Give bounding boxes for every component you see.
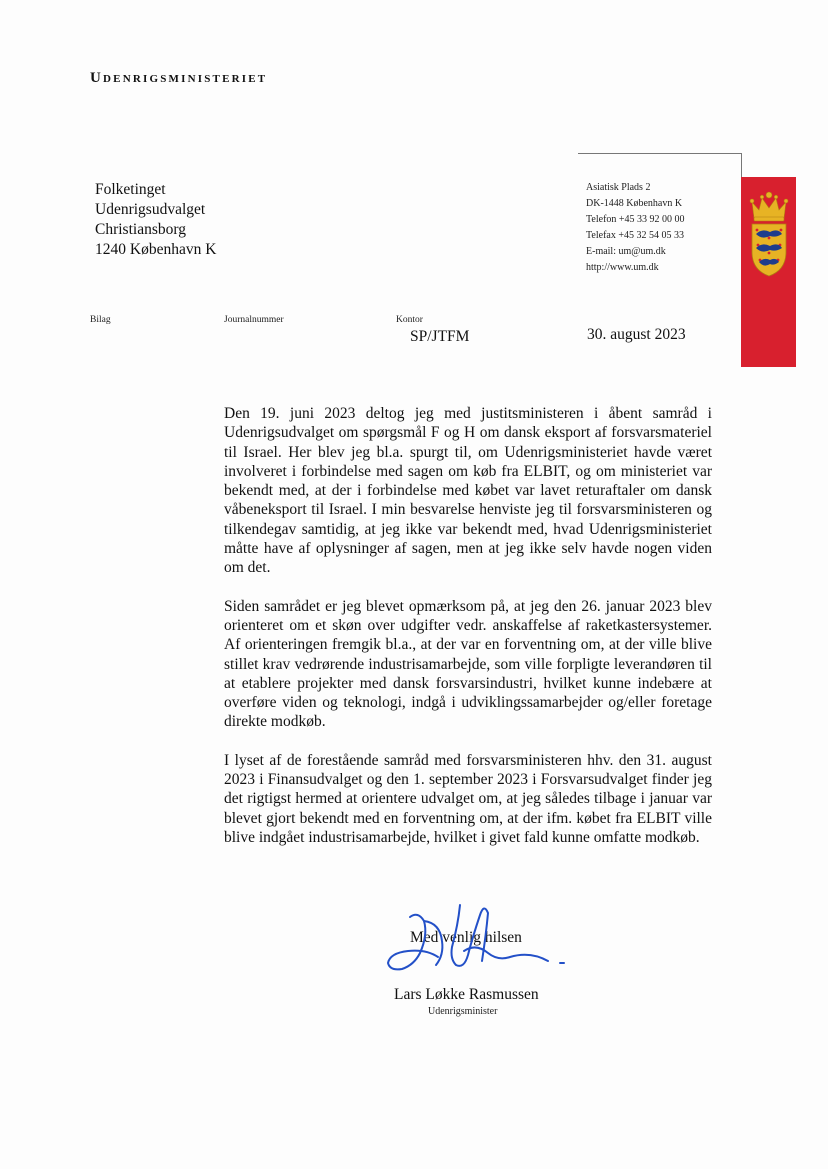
header-rule xyxy=(578,153,742,154)
recipient-line: Christiansborg xyxy=(95,221,186,238)
office-label: Kontor xyxy=(396,315,423,325)
coat-of-arms-icon xyxy=(748,190,790,280)
recipient-line: Udenrigsudvalget xyxy=(95,201,206,218)
contact-fax: Telefax +45 32 54 05 33 xyxy=(586,230,684,241)
recipient-address xyxy=(95,180,216,260)
contact-email: E-mail: um@um.dk xyxy=(586,246,666,257)
header-rule-corner xyxy=(741,153,742,177)
journal-number-label: Journalnummer xyxy=(224,315,284,325)
body-paragraph: I lyset af de forestående samråd med forsvarsministeren hhv. den 31. august 2023 i Finansudvalget og den 1. september 2023 i Forsvarsudvalget finder jeg det rigtigst hermed at orientere udvalget om, at jeg således tilbage i januar var blevet gjort bekendt med en forventning om, at der ifm. købet fra ELBIT ville blive indgået industrisamarbejde, hvilket i givet fald kunne omfatte modkøb. xyxy=(224,751,712,846)
contact-phone: Telefon +45 33 92 00 00 xyxy=(586,214,685,225)
handwritten-signature-icon xyxy=(380,895,580,985)
attachment-label: Bilag xyxy=(90,315,111,325)
signer-title: Udenrigsminister xyxy=(428,1006,498,1017)
office-value: SP/JTFM xyxy=(410,328,470,345)
letter-body xyxy=(224,404,712,866)
body-paragraph: Siden samrådet er jeg blevet opmærksom på, at jeg den 26. januar 2023 blev orienteret om et skøn over udgifter vedr. anskaffelse af raketkastersystemer. Af orienteringen fremgik bl.a., at der var en forventning om, at der ville blive stillet krav vedrørende industrisamarbejde, som ville forpligte leverandøren til at etablere projekter med dansk forsvarsindustri, hvilket kunne indebære at overføre viden og teknologi, indgå i udviklingssamarbejder og/eller foretage direkte modkøb. xyxy=(224,597,712,731)
contact-postal: DK-1448 København K xyxy=(586,198,683,209)
contact-website: http://www.um.dk xyxy=(586,262,659,273)
letter-date: 30. august 2023 xyxy=(587,326,686,343)
closing-greeting: Med venlig hilsen xyxy=(410,929,522,946)
signer-name: Lars Løkke Rasmussen xyxy=(394,986,539,1003)
contact-address: Asiatisk Plads 2 xyxy=(586,182,651,193)
ministry-name: Udenrigsministeriet xyxy=(90,70,268,86)
body-paragraph: Den 19. juni 2023 deltog jeg med justitsministeren i åbent samråd i Udenrigsudvalget om spørgsmål F og H om dansk eksport af forsvarsmateriel til Israel. Her blev jeg bl.a. spurgt til, om Udenrigsministeriet havde været involveret i forbindelse med sagen om køb fra ELBIT, og om ministeriet var bekendt med, at der i forbindelse med købet var lavet returaftaler om dansk våbeneksport til Israel. I min besvarelse henviste jeg til forsvarsministeren og tilkendegav samtidig, at jeg ikke var bekendt med, hvad Udenrigsministeriet måtte have af oplysninger af sagen, men at jeg ikke selv havde nogen viden om det. xyxy=(224,405,712,577)
ministry-contact-block xyxy=(586,180,685,276)
recipient-line: 1240 København K xyxy=(95,241,217,258)
recipient-line: Folketinget xyxy=(95,181,166,198)
